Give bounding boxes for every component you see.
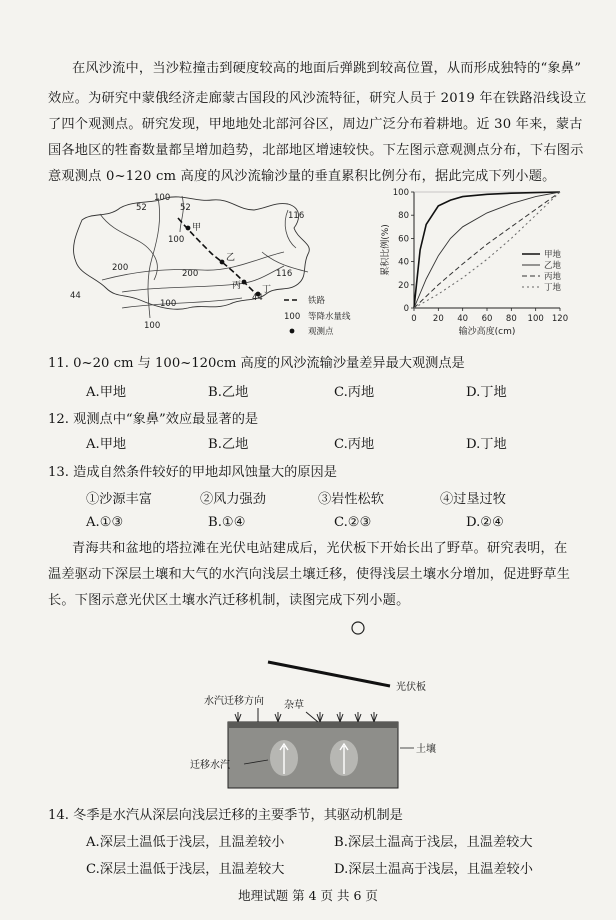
q14-option-a[interactable]: A.深层土温低于浅层，且温差较小 — [86, 835, 285, 850]
q12-option-a[interactable]: A.甲地 — [86, 437, 127, 452]
legend-isoline-value: 100 — [284, 312, 301, 322]
q14-option-b[interactable]: B.深层土温高于浅层，且温差较大 — [334, 835, 533, 850]
contour-label: 116 — [288, 211, 305, 221]
weeds-label: 杂草 — [284, 700, 304, 711]
x-tick-label: 40 — [457, 314, 469, 324]
q13-factor-1: ①沙源丰富 — [86, 492, 152, 507]
y-tick-label: 60 — [398, 234, 409, 245]
obs-point-jia — [186, 226, 191, 231]
q13-option-a[interactable]: A.①③ — [86, 515, 124, 530]
place-jia: 甲 — [192, 223, 202, 233]
passage-1-line-1: 在风沙流中，当沙粒撞击到硬度较高的地面后弹跳到较高位置，从而形成独特的“象鼻” — [72, 61, 582, 76]
y-axis-label: 累积比例(%) — [381, 224, 391, 276]
x-tick-label: 120 — [551, 314, 569, 324]
q13-factor-4: ④过垦过牧 — [440, 492, 506, 507]
legend-isoline: 等降水量线 — [308, 312, 351, 322]
x-tick-label: 60 — [481, 314, 493, 324]
x-tick-label: 100 — [527, 314, 544, 324]
q13-option-d[interactable]: D.②④ — [466, 515, 504, 530]
observation-map — [62, 188, 380, 336]
contour-label: 200 — [182, 269, 199, 279]
vapor-label: 迁移水汽 — [190, 760, 230, 771]
q11-option-d[interactable]: D.丁地 — [466, 385, 507, 400]
q12-option-d[interactable]: D.丁地 — [466, 437, 507, 452]
passage-1-line-3: 了四个观测点。研究发现，甲地地处北部河谷区，周边广泛分布着耕地。近 30 年来，蒙古 — [48, 117, 583, 132]
x-axis-label: 输沙高度(cm) — [458, 327, 516, 337]
page-footer: 地理试题 第 4 页 共 6 页 — [238, 888, 378, 903]
obs-point-bing — [242, 280, 247, 285]
legend-label-2: 乙地 — [544, 261, 562, 271]
pv-panel — [268, 662, 390, 686]
passage-1-line-2: 效应。为研究中蒙俄经济走廊蒙古国段的风沙流特征，研究人员于 2019 年在铁路沿线设立 — [48, 91, 587, 106]
y-tick-label: 100 — [392, 188, 409, 198]
q11-option-a[interactable]: A.甲地 — [86, 385, 127, 400]
question-13-stem: 13. 造成自然条件较好的甲地却风蚀量大的原因是 — [48, 465, 337, 480]
legend-label-3: 丙地 — [544, 272, 562, 282]
direction-label: 水汽迁移方向 — [204, 696, 264, 707]
q13-factor-3: ③岩性松软 — [318, 492, 384, 507]
contour-label: 44 — [70, 291, 81, 301]
passage-2-line-1: 青海共和盆地的塔拉滩在光伏电站建成后，光伏板下开始长出了野草。研究表明，在 — [72, 541, 568, 556]
contour-label: 100 — [160, 299, 177, 309]
map-legend — [284, 295, 351, 336]
series-line-1 — [414, 192, 560, 308]
q14-option-c[interactable]: C.深层土温低于浅层，且温差较大 — [86, 862, 285, 877]
legend-rail: 铁路 — [308, 296, 326, 306]
pv-soil-vapor-diagram — [188, 618, 458, 798]
contour-label: 52 — [180, 203, 191, 213]
y-tick-label: 80 — [398, 211, 409, 222]
q12-option-c[interactable]: C.丙地 — [334, 437, 375, 452]
soil-label: 土壤 — [416, 744, 436, 755]
contour-label: 100 — [154, 193, 171, 203]
y-tick-label: 20 — [398, 280, 409, 291]
pv-panel-label: 光伏板 — [396, 682, 426, 693]
q11-option-c[interactable]: C.丙地 — [334, 385, 375, 400]
sun-icon — [352, 622, 364, 634]
cumulative-ratio-chart — [376, 184, 582, 340]
passage-1-line-4: 国各地区的牲畜数量都呈增加趋势，北部地区增速较快。下左图示意观测点分布，下右图示 — [48, 143, 584, 158]
weeds-icon — [235, 712, 377, 722]
contour-label: 100 — [168, 235, 185, 245]
passage-2-line-3: 长。下图示意光伏区土壤水汽迁移机制，读图完成下列小题。 — [48, 593, 410, 608]
legend-label-1: 甲地 — [544, 250, 562, 260]
question-14-stem: 14. 冬季是水汽从深层向浅层迁移的主要季节，其驱动机制是 — [48, 808, 403, 823]
q13-option-b[interactable]: B.①④ — [208, 515, 246, 530]
contour-label: 52 — [136, 203, 147, 213]
y-tick-label: 0 — [403, 304, 409, 314]
q14-option-d[interactable]: D.深层土温高于浅层，且温差较小 — [334, 862, 533, 877]
passage-1-line-5: 意观测点 0~120 cm 高度的风沙流输沙量的垂直累积比例分布，据此完成下列小题。 — [48, 169, 556, 184]
q11-option-b[interactable]: B.乙地 — [208, 385, 249, 400]
x-tick-label: 80 — [505, 314, 517, 324]
obs-point-yi — [220, 260, 225, 265]
country-outline — [74, 197, 310, 309]
legend-obs: 观测点 — [308, 327, 334, 336]
place-ding: 丁 — [262, 285, 272, 295]
soil-block — [228, 722, 398, 788]
q12-option-b[interactable]: B.乙地 — [208, 437, 249, 452]
contour-label: 44 — [252, 293, 263, 303]
question-11-stem: 11. 0~20 cm 与 100~120cm 高度的风沙流输沙量差异最大观测点是 — [48, 356, 465, 371]
q13-factor-2: ②风力强劲 — [200, 492, 266, 507]
passage-2-line-2: 温差驱动下深层土壤和大气的水汽向浅层土壤迁移，使得浅层土壤水分增加，促进野草生 — [48, 567, 571, 582]
contour-label: 100 — [144, 321, 161, 331]
question-12-stem: 12. 观测点中“象鼻”效应最显著的是 — [48, 412, 259, 427]
place-yi: 乙 — [226, 253, 236, 263]
contour-label: 116 — [276, 269, 293, 279]
q13-option-c[interactable]: C.②③ — [334, 515, 372, 530]
place-bing: 丙 — [232, 281, 242, 291]
legend-label-4: 丁地 — [544, 283, 562, 293]
contour-label: 200 — [112, 263, 129, 273]
x-tick-label: 20 — [432, 314, 444, 324]
y-tick-label: 40 — [398, 257, 409, 268]
x-tick-label: 0 — [411, 314, 417, 324]
